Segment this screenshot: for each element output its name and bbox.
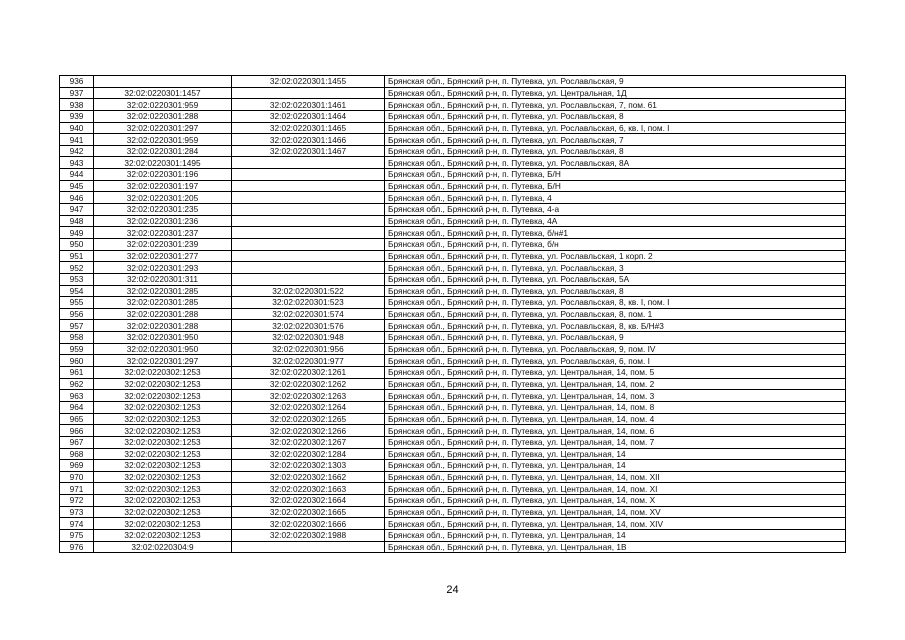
row-number-cell: 946 bbox=[60, 192, 94, 204]
row-number-cell: 939 bbox=[60, 110, 94, 122]
address-cell: Брянская обл., Брянский р-н, п. Путевка, 4 bbox=[385, 192, 846, 204]
cadastral-number-cell: 32:02:0220302:1253 bbox=[94, 390, 232, 402]
cadastral-number-cell: 32:02:0220302:1253 bbox=[94, 448, 232, 460]
table-row bbox=[60, 169, 846, 181]
related-cadastral-number-cell bbox=[232, 169, 385, 181]
cadastral-number-cell: 32:02:0220302:1253 bbox=[94, 378, 232, 390]
address-cell: Брянская обл., Брянский р-н, п. Путевка, ул. Центральная, 14, пом. 5 bbox=[385, 367, 846, 379]
related-cadastral-number-cell bbox=[232, 157, 385, 169]
cadastral-number-cell: 32:02:0220301:288 bbox=[94, 320, 232, 332]
table-row bbox=[60, 99, 846, 111]
address-cell: Брянская обл., Брянский р-н, п. Путевка, б/н bbox=[385, 238, 846, 250]
cadastral-number-cell: 32:02:0220301:284 bbox=[94, 145, 232, 157]
address-cell: Брянская обл., Брянский р-н, п. Путевка, ул. Центральная, 14, пом. 8 bbox=[385, 401, 846, 413]
address-cell: Брянская обл., Брянский р-н, п. Путевка, ул. Рославльская, 5А bbox=[385, 273, 846, 285]
row-number-cell: 956 bbox=[60, 308, 94, 320]
address-cell: Брянская обл., Брянский р-н, п. Путевка, ул. Центральная, 14, пом. XI bbox=[385, 483, 846, 495]
address-cell: Брянская обл., Брянский р-н, п. Путевка, ул. Рославльская, 6, кв. I, пом. I bbox=[385, 122, 846, 134]
address-cell: Брянская обл., Брянский р-н, п. Путевка, 4-а bbox=[385, 204, 846, 216]
row-number-cell: 968 bbox=[60, 448, 94, 460]
row-number-cell: 965 bbox=[60, 413, 94, 425]
cadastral-number-cell: 32:02:0220301:235 bbox=[94, 204, 232, 216]
address-cell: Брянская обл., Брянский р-н, п. Путевка, ул. Рославльская, 7, пом. 61 bbox=[385, 99, 846, 111]
address-cell: Брянская обл., Брянский р-н, п. Путевка, ул. Рославльская, 1 корп. 2 bbox=[385, 250, 846, 262]
address-cell: Брянская обл., Брянский р-н, п. Путевка, ул. Центральная, 14, пом. XIV bbox=[385, 518, 846, 530]
table-row bbox=[60, 262, 846, 274]
address-cell: Брянская обл., Брянский р-н, п. Путевка, 4А bbox=[385, 215, 846, 227]
row-number-cell: 947 bbox=[60, 204, 94, 216]
table-row bbox=[60, 343, 846, 355]
table-row bbox=[60, 541, 846, 553]
row-number-cell: 964 bbox=[60, 401, 94, 413]
row-number-cell: 958 bbox=[60, 332, 94, 344]
address-cell: Брянская обл., Брянский р-н, п. Путевка, ул. Рославльская, 3 bbox=[385, 262, 846, 274]
address-cell: Брянская обл., Брянский р-н, п. Путевка, ул. Центральная, 14, пом. XII bbox=[385, 471, 846, 483]
related-cadastral-number-cell: 32:02:0220302:1267 bbox=[232, 436, 385, 448]
row-number-cell: 963 bbox=[60, 390, 94, 402]
table-row bbox=[60, 367, 846, 379]
table-row bbox=[60, 204, 846, 216]
cadastral-number-cell: 32:02:0220301:285 bbox=[94, 285, 232, 297]
row-number-cell: 952 bbox=[60, 262, 94, 274]
row-number-cell: 957 bbox=[60, 320, 94, 332]
table-row bbox=[60, 238, 846, 250]
table-row bbox=[60, 483, 846, 495]
cadastral-number-cell: 32:02:0220301:959 bbox=[94, 134, 232, 146]
address-cell: Брянская обл., Брянский р-н, п. Путевка, Б/Н bbox=[385, 169, 846, 181]
table-row bbox=[60, 273, 846, 285]
address-cell: Брянская обл., Брянский р-н, п. Путевка, ул. Рославльская, 9 bbox=[385, 332, 846, 344]
row-number-cell: 936 bbox=[60, 76, 94, 88]
related-cadastral-number-cell: 32:02:0220302:1284 bbox=[232, 448, 385, 460]
row-number-cell: 940 bbox=[60, 122, 94, 134]
related-cadastral-number-cell: 32:02:0220302:1264 bbox=[232, 401, 385, 413]
related-cadastral-number-cell bbox=[232, 215, 385, 227]
row-number-cell: 954 bbox=[60, 285, 94, 297]
cadastral-number-cell: 32:02:0220301:277 bbox=[94, 250, 232, 262]
related-cadastral-number-cell: 32:02:0220301:977 bbox=[232, 355, 385, 367]
table-row bbox=[60, 192, 846, 204]
row-number-cell: 975 bbox=[60, 529, 94, 541]
table-row bbox=[60, 332, 846, 344]
cadastral-number-cell: 32:02:0220301:239 bbox=[94, 238, 232, 250]
table-row bbox=[60, 460, 846, 472]
related-cadastral-number-cell bbox=[232, 541, 385, 553]
registry-table-body bbox=[60, 76, 846, 553]
related-cadastral-number-cell: 32:02:0220302:1666 bbox=[232, 518, 385, 530]
address-cell: Брянская обл., Брянский р-н, п. Путевка, ул. Рославльская, 8, кв. Б/Н#3 bbox=[385, 320, 846, 332]
row-number-cell: 943 bbox=[60, 157, 94, 169]
cadastral-number-cell: 32:02:0220301:297 bbox=[94, 355, 232, 367]
related-cadastral-number-cell: 32:02:0220301:1466 bbox=[232, 134, 385, 146]
address-cell: Брянская обл., Брянский р-н, п. Путевка, ул. Центральная, 14, пом. X bbox=[385, 495, 846, 507]
row-number-cell: 961 bbox=[60, 367, 94, 379]
table-row bbox=[60, 320, 846, 332]
related-cadastral-number-cell: 32:02:0220301:523 bbox=[232, 297, 385, 309]
table-row bbox=[60, 495, 846, 507]
cadastral-number-cell: 32:02:0220301:288 bbox=[94, 110, 232, 122]
row-number-cell: 937 bbox=[60, 87, 94, 99]
address-cell: Брянская обл., Брянский р-н, п. Путевка, ул. Центральная, 14, пом. XV bbox=[385, 506, 846, 518]
table-row bbox=[60, 425, 846, 437]
related-cadastral-number-cell bbox=[232, 273, 385, 285]
cadastral-number-cell: 32:02:0220301:1495 bbox=[94, 157, 232, 169]
row-number-cell: 974 bbox=[60, 518, 94, 530]
row-number-cell: 953 bbox=[60, 273, 94, 285]
cadastral-number-cell: 32:02:0220302:1253 bbox=[94, 460, 232, 472]
related-cadastral-number-cell bbox=[232, 180, 385, 192]
address-cell: Брянская обл., Брянский р-н, п. Путевка, ул. Рославльская, 6, пом. I bbox=[385, 355, 846, 367]
cadastral-number-cell: 32:02:0220302:1253 bbox=[94, 495, 232, 507]
table-row bbox=[60, 180, 846, 192]
row-number-cell: 973 bbox=[60, 506, 94, 518]
related-cadastral-number-cell: 32:02:0220301:576 bbox=[232, 320, 385, 332]
cadastral-number-cell: 32:02:0220301:237 bbox=[94, 227, 232, 239]
address-cell: Брянская обл., Брянский р-н, п. Путевка, ул. Центральная, 14, пом. 2 bbox=[385, 378, 846, 390]
row-number-cell: 944 bbox=[60, 169, 94, 181]
related-cadastral-number-cell: 32:02:0220301:1464 bbox=[232, 110, 385, 122]
row-number-cell: 972 bbox=[60, 495, 94, 507]
related-cadastral-number-cell: 32:02:0220302:1266 bbox=[232, 425, 385, 437]
related-cadastral-number-cell bbox=[232, 192, 385, 204]
row-number-cell: 971 bbox=[60, 483, 94, 495]
cadastral-number-cell: 32:02:0220301:196 bbox=[94, 169, 232, 181]
address-cell: Брянская обл., Брянский р-н, п. Путевка, ул. Центральная, 14, пом. 4 bbox=[385, 413, 846, 425]
related-cadastral-number-cell: 32:02:0220301:1455 bbox=[232, 76, 385, 88]
related-cadastral-number-cell: 32:02:0220302:1988 bbox=[232, 529, 385, 541]
table-row bbox=[60, 529, 846, 541]
cadastral-number-cell: 32:02:0220301:950 bbox=[94, 343, 232, 355]
cadastral-number-cell: 32:02:0220302:1253 bbox=[94, 518, 232, 530]
cadastral-number-cell: 32:02:0220302:1253 bbox=[94, 425, 232, 437]
cadastral-number-cell: 32:02:0220302:1253 bbox=[94, 529, 232, 541]
cadastral-number-cell: 32:02:0220301:293 bbox=[94, 262, 232, 274]
address-cell: Брянская обл., Брянский р-н, п. Путевка, Б/Н bbox=[385, 180, 846, 192]
row-number-cell: 949 bbox=[60, 227, 94, 239]
row-number-cell: 966 bbox=[60, 425, 94, 437]
related-cadastral-number-cell bbox=[232, 238, 385, 250]
related-cadastral-number-cell: 32:02:0220302:1665 bbox=[232, 506, 385, 518]
row-number-cell: 960 bbox=[60, 355, 94, 367]
row-number-cell: 945 bbox=[60, 180, 94, 192]
related-cadastral-number-cell: 32:02:0220301:948 bbox=[232, 332, 385, 344]
related-cadastral-number-cell: 32:02:0220301:1467 bbox=[232, 145, 385, 157]
address-cell: Брянская обл., Брянский р-н, п. Путевка, ул. Рославльская, 7 bbox=[385, 134, 846, 146]
related-cadastral-number-cell: 32:02:0220302:1261 bbox=[232, 367, 385, 379]
table-row bbox=[60, 436, 846, 448]
cadastral-number-cell bbox=[94, 76, 232, 88]
cadastral-number-cell: 32:02:0220302:1253 bbox=[94, 401, 232, 413]
address-cell: Брянская обл., Брянский р-н, п. Путевка, ул. Центральная, 14, пом. 3 bbox=[385, 390, 846, 402]
row-number-cell: 948 bbox=[60, 215, 94, 227]
cadastral-number-cell: 32:02:0220301:197 bbox=[94, 180, 232, 192]
address-cell: Брянская обл., Брянский р-н, п. Путевка, ул. Центральная, 14 bbox=[385, 529, 846, 541]
row-number-cell: 942 bbox=[60, 145, 94, 157]
table-row bbox=[60, 134, 846, 146]
address-cell: Брянская обл., Брянский р-н, п. Путевка, ул. Центральная, 1Д bbox=[385, 87, 846, 99]
table-row bbox=[60, 308, 846, 320]
related-cadastral-number-cell bbox=[232, 87, 385, 99]
address-cell: Брянская обл., Брянский р-н, п. Путевка, ул. Центральная, 14, пом. 7 bbox=[385, 436, 846, 448]
cadastral-number-cell: 32:02:0220302:1253 bbox=[94, 506, 232, 518]
row-number-cell: 959 bbox=[60, 343, 94, 355]
cadastral-number-cell: 32:02:0220301:297 bbox=[94, 122, 232, 134]
row-number-cell: 976 bbox=[60, 541, 94, 553]
cadastral-number-cell: 32:02:0220302:1253 bbox=[94, 483, 232, 495]
address-cell: Брянская обл., Брянский р-н, п. Путевка, ул. Центральная, 14 bbox=[385, 460, 846, 472]
cadastral-number-cell: 32:02:0220301:311 bbox=[94, 273, 232, 285]
table-row bbox=[60, 378, 846, 390]
related-cadastral-number-cell: 32:02:0220301:574 bbox=[232, 308, 385, 320]
table-row bbox=[60, 506, 846, 518]
related-cadastral-number-cell: 32:02:0220302:1663 bbox=[232, 483, 385, 495]
related-cadastral-number-cell bbox=[232, 262, 385, 274]
address-cell: Брянская обл., Брянский р-н, п. Путевка, ул. Центральная, 14 bbox=[385, 448, 846, 460]
row-number-cell: 962 bbox=[60, 378, 94, 390]
cadastral-number-cell: 32:02:0220301:959 bbox=[94, 99, 232, 111]
address-cell: Брянская обл., Брянский р-н, п. Путевка, ул. Рославльская, 8 bbox=[385, 145, 846, 157]
cadastral-number-cell: 32:02:0220301:236 bbox=[94, 215, 232, 227]
address-cell: Брянская обл., Брянский р-н, п. Путевка, б/н#1 bbox=[385, 227, 846, 239]
table-row bbox=[60, 448, 846, 460]
address-cell: Брянская обл., Брянский р-н, п. Путевка, ул. Рославльская, 8А bbox=[385, 157, 846, 169]
cadastral-number-cell: 32:02:0220301:288 bbox=[94, 308, 232, 320]
cadastral-number-cell: 32:02:0220304:9 bbox=[94, 541, 232, 553]
table-row bbox=[60, 413, 846, 425]
table-row bbox=[60, 518, 846, 530]
address-cell: Брянская обл., Брянский р-н, п. Путевка, ул. Рославльская, 9 bbox=[385, 76, 846, 88]
cadastral-number-cell: 32:02:0220301:205 bbox=[94, 192, 232, 204]
table-row bbox=[60, 145, 846, 157]
cadastral-number-cell: 32:02:0220301:950 bbox=[94, 332, 232, 344]
related-cadastral-number-cell: 32:02:0220301:956 bbox=[232, 343, 385, 355]
cadastral-number-cell: 32:02:0220301:1457 bbox=[94, 87, 232, 99]
page-number: 24 bbox=[446, 584, 459, 596]
row-number-cell: 938 bbox=[60, 99, 94, 111]
related-cadastral-number-cell: 32:02:0220301:522 bbox=[232, 285, 385, 297]
cadastral-number-cell: 32:02:0220302:1253 bbox=[94, 471, 232, 483]
related-cadastral-number-cell: 32:02:0220302:1664 bbox=[232, 495, 385, 507]
related-cadastral-number-cell: 32:02:0220302:1303 bbox=[232, 460, 385, 472]
related-cadastral-number-cell: 32:02:0220301:1461 bbox=[232, 99, 385, 111]
related-cadastral-number-cell: 32:02:0220302:1265 bbox=[232, 413, 385, 425]
table-row bbox=[60, 157, 846, 169]
related-cadastral-number-cell bbox=[232, 250, 385, 262]
address-cell: Брянская обл., Брянский р-н, п. Путевка, ул. Рославльская, 8, пом. 1 bbox=[385, 308, 846, 320]
table-row bbox=[60, 250, 846, 262]
table-row bbox=[60, 76, 846, 88]
row-number-cell: 955 bbox=[60, 297, 94, 309]
address-cell: Брянская обл., Брянский р-н, п. Путевка, ул. Рославльская, 8, кв. I, пом. I bbox=[385, 297, 846, 309]
row-number-cell: 941 bbox=[60, 134, 94, 146]
table-row bbox=[60, 122, 846, 134]
related-cadastral-number-cell: 32:02:0220302:1662 bbox=[232, 471, 385, 483]
address-cell: Брянская обл., Брянский р-н, п. Путевка, ул. Рославльская, 8 bbox=[385, 110, 846, 122]
table-row bbox=[60, 471, 846, 483]
cadastral-number-cell: 32:02:0220302:1253 bbox=[94, 413, 232, 425]
table-row bbox=[60, 87, 846, 99]
cadastral-number-cell: 32:02:0220302:1253 bbox=[94, 436, 232, 448]
row-number-cell: 970 bbox=[60, 471, 94, 483]
table-row bbox=[60, 285, 846, 297]
address-cell: Брянская обл., Брянский р-н, п. Путевка, ул. Рославльская, 8 bbox=[385, 285, 846, 297]
table-row bbox=[60, 227, 846, 239]
table-row bbox=[60, 297, 846, 309]
related-cadastral-number-cell: 32:02:0220301:1465 bbox=[232, 122, 385, 134]
address-cell: Брянская обл., Брянский р-н, п. Путевка, ул. Центральная, 1В bbox=[385, 541, 846, 553]
related-cadastral-number-cell: 32:02:0220302:1262 bbox=[232, 378, 385, 390]
row-number-cell: 951 bbox=[60, 250, 94, 262]
row-number-cell: 967 bbox=[60, 436, 94, 448]
table-row bbox=[60, 215, 846, 227]
registry-table bbox=[59, 75, 846, 553]
table-row bbox=[60, 110, 846, 122]
related-cadastral-number-cell bbox=[232, 227, 385, 239]
related-cadastral-number-cell: 32:02:0220302:1263 bbox=[232, 390, 385, 402]
related-cadastral-number-cell bbox=[232, 204, 385, 216]
address-cell: Брянская обл., Брянский р-н, п. Путевка, ул. Рославльская, 9, пом. IV bbox=[385, 343, 846, 355]
table-row bbox=[60, 401, 846, 413]
row-number-cell: 950 bbox=[60, 238, 94, 250]
row-number-cell: 969 bbox=[60, 460, 94, 472]
cadastral-number-cell: 32:02:0220301:285 bbox=[94, 297, 232, 309]
cadastral-number-cell: 32:02:0220302:1253 bbox=[94, 367, 232, 379]
table-row bbox=[60, 390, 846, 402]
table-row bbox=[60, 355, 846, 367]
address-cell: Брянская обл., Брянский р-н, п. Путевка, ул. Центральная, 14, пом. 6 bbox=[385, 425, 846, 437]
